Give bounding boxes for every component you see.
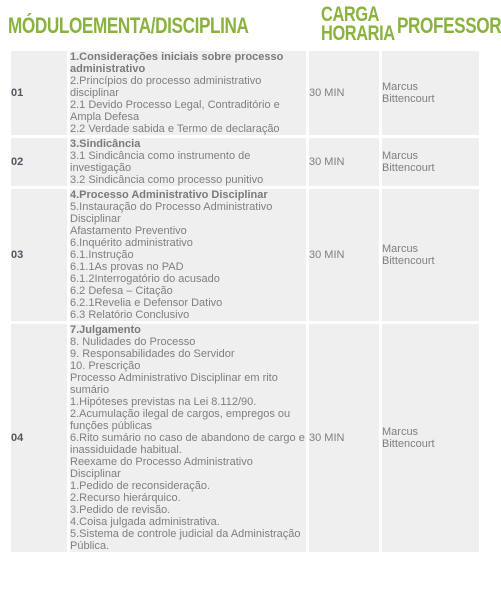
- module-number: 04: [11, 324, 67, 552]
- topic-item: 1.Hipóteses previstas na Lei 8.112/90.: [70, 396, 257, 408]
- topic-item: 9. Responsabilidades do Servidor: [70, 348, 235, 360]
- topic-item: 3.2 Sindicância como processo punitivo: [70, 174, 264, 186]
- topic-item: 6.1.2Interrogatório do acusado: [70, 273, 220, 285]
- topic-item: 6.1.1As provas no PAD: [70, 261, 184, 273]
- professor-last-name: Bittencourt: [382, 255, 435, 267]
- workload-hours: 30 MIN: [309, 189, 379, 321]
- professor-last-name: Bittencourt: [382, 93, 435, 105]
- header-modulo-ementa: [8, 13, 248, 39]
- professor-name: [382, 138, 479, 186]
- topic-item: 6.Rito sumário no caso de abandono de cargo e inassiduidade habitual.: [70, 432, 305, 456]
- module-content: [70, 324, 306, 552]
- professor-name: [382, 51, 479, 135]
- header-modulo: MÓDULO: [8, 13, 82, 38]
- topic-item: 1.Pedido de reconsideração.: [70, 480, 211, 492]
- topic-item: 5.Sistema de controle judicial da Administração Pública.: [70, 528, 301, 552]
- professor-first-name: Marcus: [382, 81, 419, 93]
- professor-last-name: Bittencourt: [382, 438, 435, 450]
- topic-item: 6.2 Defesa – Citação: [70, 285, 173, 297]
- topic-item: 6.2.1Revelia e Defensor Dativo: [70, 297, 223, 309]
- topic-item: Reexame do Processo Administrativo Disciplinar: [70, 456, 253, 480]
- workload-hours: 30 MIN: [309, 51, 379, 135]
- module-content: [70, 189, 306, 321]
- topic-item: 6.3 Relatório Conclusivo: [70, 309, 190, 321]
- module-number: 02: [11, 138, 67, 186]
- topic-heading: 4.Processo Administrativo Disciplinar: [70, 189, 268, 201]
- topic-item: Processo Administrativo Disciplinar em rito sumário: [70, 372, 278, 396]
- professor-last-name: Bittencourt: [382, 162, 435, 174]
- topic-heading: 7.Julgamento: [70, 324, 141, 336]
- professor-name: [382, 189, 479, 321]
- table-row: [11, 324, 479, 552]
- topic-item: 8. Nulidades do Processo: [70, 336, 196, 348]
- topic-item: 10. Prescrição: [70, 360, 141, 372]
- table-header: [0, 0, 501, 48]
- topic-item: 6.Inquérito administrativo: [70, 237, 193, 249]
- header-horaria: HORARIA: [321, 22, 395, 45]
- workload-hours: 30 MIN: [309, 138, 379, 186]
- module-content: [70, 51, 306, 135]
- module-number: 03: [11, 189, 67, 321]
- header-carga: CARGA: [321, 3, 380, 26]
- table-row: [11, 189, 479, 321]
- table-row: [11, 138, 479, 186]
- topic-item: 2.Princípios do processo administrativo disciplinar: [70, 75, 262, 99]
- topic-item: 2.Recurso hierárquico.: [70, 492, 181, 504]
- professor-first-name: Marcus: [382, 426, 419, 438]
- topic-item: 4.Coisa julgada administrativa.: [70, 516, 220, 528]
- topic-item: 3.Pedido de revisão.: [70, 504, 171, 516]
- module-number: 01: [11, 51, 67, 135]
- topic-item: Afastamento Preventivo: [70, 225, 187, 237]
- header-carga-horaria: [321, 5, 395, 43]
- professor-first-name: Marcus: [382, 243, 419, 255]
- topic-heading: 3.Sindicância: [70, 138, 141, 150]
- topic-item: 2.1 Devido Processo Legal, Contraditório e Ampla Defesa: [70, 99, 280, 123]
- topic-item: 6.1.Instrução: [70, 249, 134, 261]
- modules-table: [8, 48, 482, 555]
- module-content: [70, 138, 306, 186]
- topic-item: 3.1 Sindicância como instrumento de investigação: [70, 150, 251, 174]
- professor-name: [382, 324, 479, 552]
- topic-item: 2.2 Verdade sabida e Termo de declaração: [70, 123, 280, 135]
- professor-first-name: Marcus: [382, 150, 419, 162]
- header-ementa: EMENTA/DISCIPLINA: [81, 13, 249, 38]
- workload-hours: 30 MIN: [309, 324, 379, 552]
- topic-heading: 1.Considerações iniciais sobre processo administrativo: [70, 51, 284, 75]
- table-row: [11, 51, 479, 135]
- topic-item: 5.Instauração do Processo Administrativo Disciplinar: [70, 201, 273, 225]
- header-professor: PROFESSOR: [397, 13, 501, 38]
- topic-item: 2.Acumulação ilegal de cargos, empregos ou funções públicas: [70, 408, 291, 432]
